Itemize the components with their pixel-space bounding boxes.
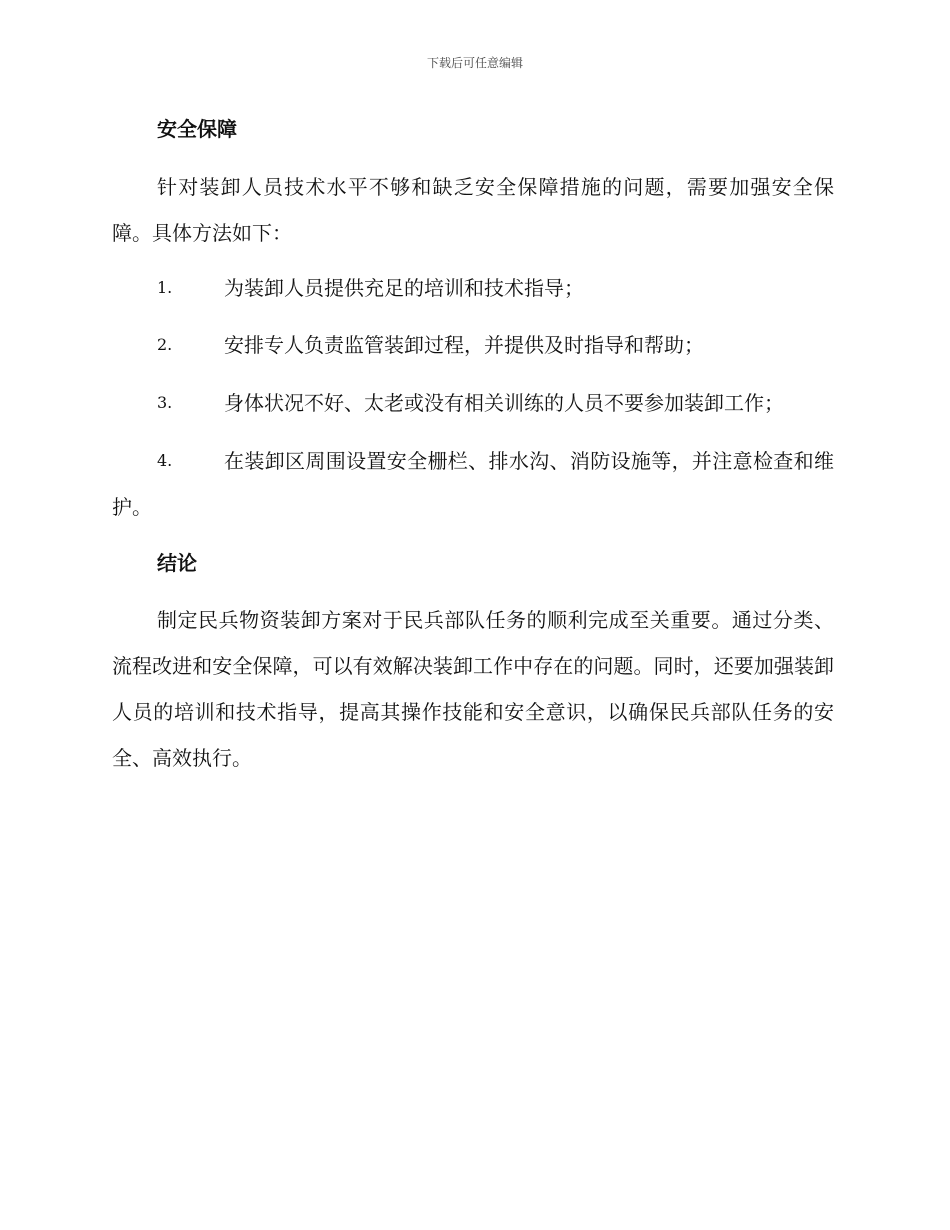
section-heading-conclusion: 结论 bbox=[157, 551, 197, 575]
list-item-text: 安排专人负责监管装卸过程，并提供及时指导和帮助； bbox=[224, 333, 704, 357]
list-item-text: 在装卸区周围设置安全栅栏、排水沟、消防设施等，并注意检查和维护。 bbox=[112, 449, 834, 519]
safety-intro-paragraph: 针对装卸人员技术水平不够和缺乏安全保障措施的问题，需要加强安全保障。具体方法如下： bbox=[112, 175, 834, 245]
page-header-note: 下载后可任意编辑 bbox=[426, 56, 523, 70]
section-heading-safety: 安全保障 bbox=[157, 117, 237, 141]
list-item bbox=[112, 380, 834, 426]
list-item-number: 1. bbox=[157, 278, 173, 297]
list-item-text: 为装卸人员提供充足的培训和技术指导； bbox=[224, 276, 584, 300]
list-item bbox=[112, 265, 834, 311]
list-item-number: 4. bbox=[157, 451, 173, 470]
list-item-number: 2. bbox=[157, 335, 173, 354]
list-item bbox=[112, 438, 834, 530]
list-item-number: 3. bbox=[157, 393, 173, 412]
list-item-text: 身体状况不好、太老或没有相关训练的人员不要参加装卸工作； bbox=[224, 391, 784, 415]
list-item bbox=[112, 322, 834, 368]
conclusion-paragraph: 制定民兵物资装卸方案对于民兵部队任务的顺利完成至关重要。通过分类、流程改进和安全保障，可以有效解决装卸工作中存在的问题。同时，还要加强装卸人员的培训和技术指导，提高其操作技能和安全意识，以确保民兵部队任务的安全、高效执行。 bbox=[112, 608, 834, 770]
